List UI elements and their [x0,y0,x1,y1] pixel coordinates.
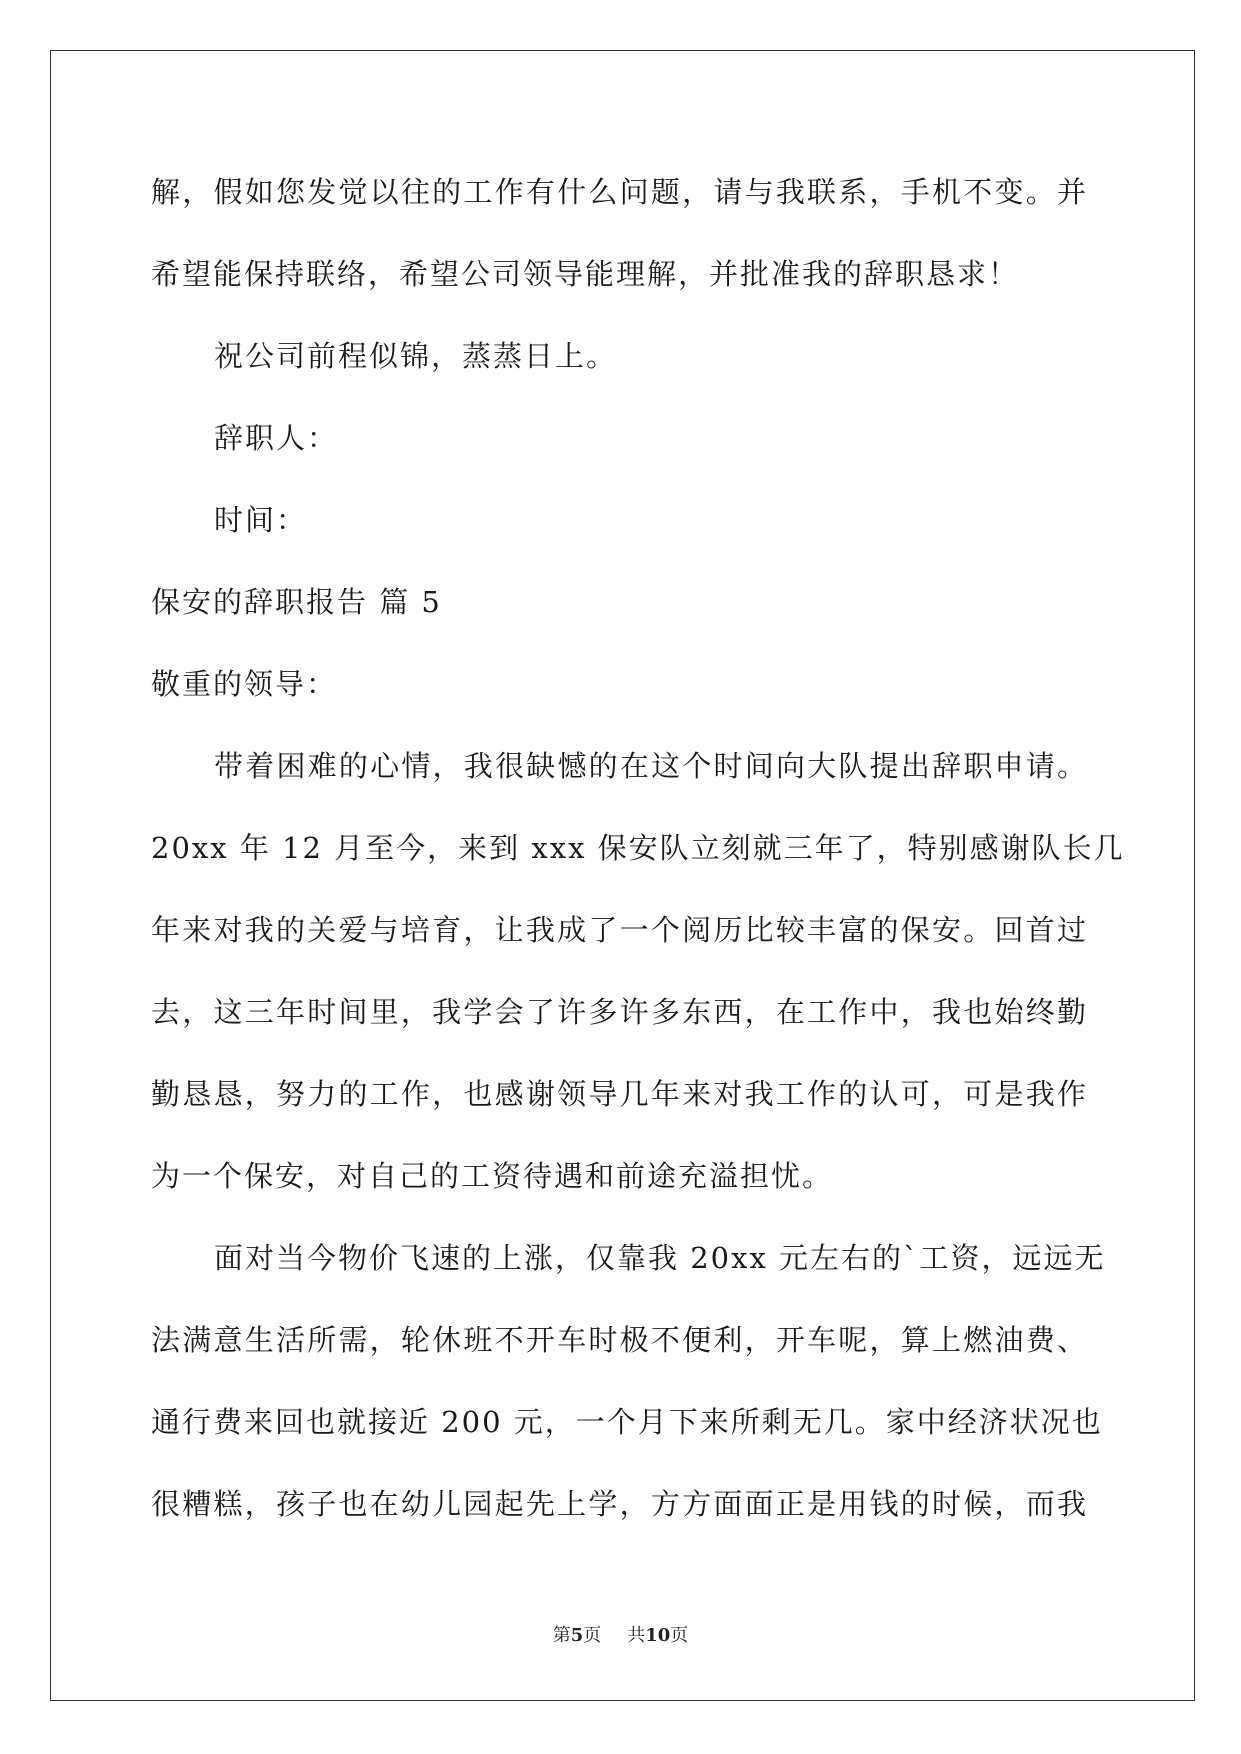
page-number: 5 [570,1625,584,1646]
document-body [151,160,1125,1554]
total-pages: 10 [645,1625,671,1646]
body-line: 为一个保安，对自己的工资待遇和前途充溢担忧。 [151,1159,834,1193]
page-footer [0,1621,1241,1647]
closing-wish: 祝公司前程似锦，蒸蒸日上。 [214,339,618,373]
body-line: 很糟糕，孩子也在幼儿园起先上学，方方面面正是用钱的时候，而我 [151,1487,1088,1521]
body-line: 面对当今物价飞速的上涨，仅靠我 20xx 元左右的`工资，远远无 [214,1241,1106,1275]
body-line: 希望能保持联络，希望公司领导能理解，并批准我的辞职恳求！ [151,257,1020,291]
body-line: 年来对我的关爱与培育，让我成了一个阅历比较丰富的保安。回首过 [151,913,1088,947]
body-line: 通行费来回也就接近 200 元，一个月下来所剩无几。家中经济状况也 [151,1405,1103,1439]
body-line: 20xx 年 12 月至今，来到 xxx 保安队立刻就三年了，特别感谢队长几 [151,831,1125,865]
page-suffix: 页 [583,1625,602,1646]
section-heading: 保安的辞职报告 篇 5 [151,585,442,619]
total-prefix: 共 [627,1625,646,1646]
body-line: 法满意生活所需，轮休班不开车时极不便利，开车呢，算上燃油费、 [151,1323,1088,1357]
body-line: 去，这三年时间里，我学会了许多许多东西，在工作中，我也始终勤 [151,995,1088,1029]
body-line: 勤恳恳，努力的工作，也感谢领导几年来对我工作的认可，可是我作 [151,1077,1088,1111]
body-line: 解，假如您发觉以往的工作有什么问题，请与我联系，手机不变。并 [151,175,1088,209]
signature-label: 辞职人： [214,421,339,455]
page-prefix: 第 [552,1625,571,1646]
body-line: 带着困难的心情，我很缺憾的在这个时间向大队提出辞职申请。 [214,749,1088,783]
total-suffix: 页 [670,1625,689,1646]
salutation: 敬重的领导： [151,667,338,701]
date-label: 时间： [214,503,308,537]
